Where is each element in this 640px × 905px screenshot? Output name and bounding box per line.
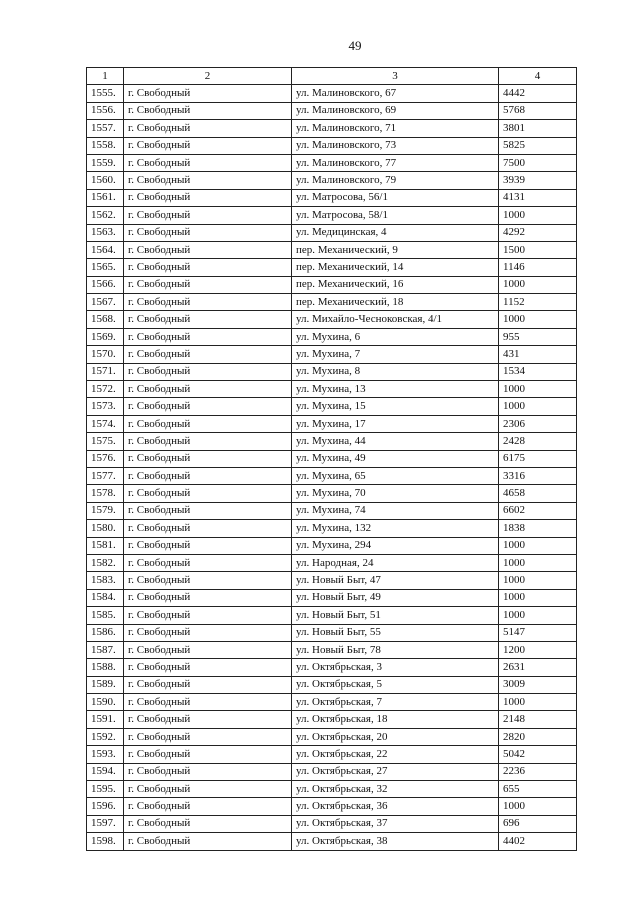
address-cell: пер. Механический, 18 xyxy=(292,294,499,311)
city-cell: г. Свободный xyxy=(124,485,292,502)
address-cell: ул. Мухина, 17 xyxy=(292,415,499,432)
table-row xyxy=(87,676,577,693)
value-cell: 1000 xyxy=(499,694,577,711)
value-cell: 4442 xyxy=(499,85,577,102)
city-cell: г. Свободный xyxy=(124,589,292,606)
row-number-cell: 1579. xyxy=(87,502,124,519)
table-row xyxy=(87,398,577,415)
city-cell: г. Свободный xyxy=(124,259,292,276)
city-cell: г. Свободный xyxy=(124,676,292,693)
row-number-cell: 1566. xyxy=(87,276,124,293)
table-row xyxy=(87,207,577,224)
city-cell: г. Свободный xyxy=(124,207,292,224)
value-cell: 1000 xyxy=(499,572,577,589)
address-cell: ул. Медицинская, 4 xyxy=(292,224,499,241)
address-cell: ул. Матросова, 56/1 xyxy=(292,189,499,206)
row-number-cell: 1569. xyxy=(87,328,124,345)
address-cell: ул. Малиновского, 79 xyxy=(292,172,499,189)
city-cell: г. Свободный xyxy=(124,520,292,537)
city-cell: г. Свободный xyxy=(124,189,292,206)
address-cell: пер. Механический, 14 xyxy=(292,259,499,276)
row-number-cell: 1595. xyxy=(87,781,124,798)
value-cell: 2236 xyxy=(499,763,577,780)
city-cell: г. Свободный xyxy=(124,224,292,241)
city-cell: г. Свободный xyxy=(124,137,292,154)
value-cell: 696 xyxy=(499,815,577,832)
table-row xyxy=(87,554,577,571)
value-cell: 4131 xyxy=(499,189,577,206)
table-row xyxy=(87,172,577,189)
value-cell: 431 xyxy=(499,346,577,363)
table-row xyxy=(87,641,577,658)
row-number-cell: 1580. xyxy=(87,520,124,537)
city-cell: г. Свободный xyxy=(124,363,292,380)
table-row xyxy=(87,102,577,119)
city-cell: г. Свободный xyxy=(124,102,292,119)
address-cell: ул. Малиновского, 77 xyxy=(292,154,499,171)
city-cell: г. Свободный xyxy=(124,241,292,258)
city-cell: г. Свободный xyxy=(124,172,292,189)
table-row xyxy=(87,624,577,641)
table-row xyxy=(87,276,577,293)
table-row xyxy=(87,589,577,606)
row-number-cell: 1559. xyxy=(87,154,124,171)
row-number-cell: 1556. xyxy=(87,102,124,119)
table-row xyxy=(87,346,577,363)
table-row xyxy=(87,154,577,171)
address-cell: ул. Мухина, 74 xyxy=(292,502,499,519)
address-cell: ул. Народная, 24 xyxy=(292,554,499,571)
row-number-cell: 1557. xyxy=(87,120,124,137)
city-cell: г. Свободный xyxy=(124,607,292,624)
address-cell: пер. Механический, 9 xyxy=(292,241,499,258)
value-cell: 5825 xyxy=(499,137,577,154)
address-cell: ул. Малиновского, 69 xyxy=(292,102,499,119)
row-number-cell: 1587. xyxy=(87,641,124,658)
city-cell: г. Свободный xyxy=(124,763,292,780)
value-cell: 5147 xyxy=(499,624,577,641)
value-cell: 4402 xyxy=(499,833,577,850)
row-number-cell: 1571. xyxy=(87,363,124,380)
table-row xyxy=(87,433,577,450)
value-cell: 6175 xyxy=(499,450,577,467)
row-number-cell: 1564. xyxy=(87,241,124,258)
address-cell: ул. Октябрьская, 7 xyxy=(292,694,499,711)
table-row xyxy=(87,572,577,589)
address-cell: ул. Октябрьская, 38 xyxy=(292,833,499,850)
column-header-3: 3 xyxy=(292,68,499,85)
city-cell: г. Свободный xyxy=(124,381,292,398)
value-cell: 6602 xyxy=(499,502,577,519)
row-number-cell: 1593. xyxy=(87,746,124,763)
value-cell: 7500 xyxy=(499,154,577,171)
value-cell: 2306 xyxy=(499,415,577,432)
value-cell: 1000 xyxy=(499,589,577,606)
address-cell: ул. Октябрьская, 3 xyxy=(292,659,499,676)
table-row xyxy=(87,763,577,780)
row-number-cell: 1590. xyxy=(87,694,124,711)
city-cell: г. Свободный xyxy=(124,798,292,815)
city-cell: г. Свободный xyxy=(124,467,292,484)
row-number-cell: 1575. xyxy=(87,433,124,450)
address-cell: ул. Мухина, 13 xyxy=(292,381,499,398)
table-row xyxy=(87,485,577,502)
table-row xyxy=(87,659,577,676)
row-number-cell: 1555. xyxy=(87,85,124,102)
address-cell: ул. Октябрьская, 27 xyxy=(292,763,499,780)
city-cell: г. Свободный xyxy=(124,294,292,311)
address-cell: ул. Мухина, 6 xyxy=(292,328,499,345)
row-number-cell: 1596. xyxy=(87,798,124,815)
value-cell: 1000 xyxy=(499,207,577,224)
table-row xyxy=(87,189,577,206)
city-cell: г. Свободный xyxy=(124,328,292,345)
value-cell: 3801 xyxy=(499,120,577,137)
city-cell: г. Свободный xyxy=(124,728,292,745)
table-row xyxy=(87,728,577,745)
table-row xyxy=(87,833,577,850)
value-cell: 1200 xyxy=(499,641,577,658)
row-number-cell: 1558. xyxy=(87,137,124,154)
address-cell: ул. Октябрьская, 5 xyxy=(292,676,499,693)
row-number-cell: 1560. xyxy=(87,172,124,189)
table-row xyxy=(87,259,577,276)
city-cell: г. Свободный xyxy=(124,120,292,137)
address-cell: ул. Мухина, 294 xyxy=(292,537,499,554)
value-cell: 2820 xyxy=(499,728,577,745)
value-cell: 3939 xyxy=(499,172,577,189)
value-cell: 2631 xyxy=(499,659,577,676)
value-cell: 955 xyxy=(499,328,577,345)
address-cell: ул. Октябрьская, 36 xyxy=(292,798,499,815)
row-number-cell: 1578. xyxy=(87,485,124,502)
address-table xyxy=(86,67,577,851)
row-number-cell: 1589. xyxy=(87,676,124,693)
city-cell: г. Свободный xyxy=(124,154,292,171)
value-cell: 2148 xyxy=(499,711,577,728)
city-cell: г. Свободный xyxy=(124,641,292,658)
table-row xyxy=(87,798,577,815)
row-number-cell: 1568. xyxy=(87,311,124,328)
table-header xyxy=(87,68,577,85)
table-row xyxy=(87,450,577,467)
row-number-cell: 1562. xyxy=(87,207,124,224)
city-cell: г. Свободный xyxy=(124,311,292,328)
address-cell: ул. Новый Быт, 51 xyxy=(292,607,499,624)
address-cell: ул. Октябрьская, 18 xyxy=(292,711,499,728)
value-cell: 5042 xyxy=(499,746,577,763)
address-cell: ул. Мухина, 70 xyxy=(292,485,499,502)
table-row xyxy=(87,502,577,519)
address-cell: ул. Октябрьская, 37 xyxy=(292,815,499,832)
row-number-cell: 1577. xyxy=(87,467,124,484)
column-header-4: 4 xyxy=(499,68,577,85)
table-row xyxy=(87,85,577,102)
address-cell: ул. Мухина, 15 xyxy=(292,398,499,415)
row-number-cell: 1584. xyxy=(87,589,124,606)
value-cell: 3009 xyxy=(499,676,577,693)
address-cell: ул. Октябрьская, 22 xyxy=(292,746,499,763)
address-cell: ул. Малиновского, 73 xyxy=(292,137,499,154)
table-row xyxy=(87,746,577,763)
row-number-cell: 1585. xyxy=(87,607,124,624)
value-cell: 1534 xyxy=(499,363,577,380)
value-cell: 1152 xyxy=(499,294,577,311)
value-cell: 1500 xyxy=(499,241,577,258)
city-cell: г. Свободный xyxy=(124,781,292,798)
table-row xyxy=(87,781,577,798)
table-row xyxy=(87,711,577,728)
table-row xyxy=(87,120,577,137)
table-row xyxy=(87,537,577,554)
value-cell: 4658 xyxy=(499,485,577,502)
row-number-cell: 1563. xyxy=(87,224,124,241)
row-number-cell: 1594. xyxy=(87,763,124,780)
value-cell: 3316 xyxy=(499,467,577,484)
address-cell: ул. Мухина, 7 xyxy=(292,346,499,363)
table-row xyxy=(87,607,577,624)
value-cell: 1000 xyxy=(499,554,577,571)
value-cell: 1000 xyxy=(499,276,577,293)
table-row xyxy=(87,467,577,484)
city-cell: г. Свободный xyxy=(124,85,292,102)
city-cell: г. Свободный xyxy=(124,624,292,641)
value-cell: 4292 xyxy=(499,224,577,241)
address-cell: ул. Октябрьская, 32 xyxy=(292,781,499,798)
row-number-cell: 1565. xyxy=(87,259,124,276)
city-cell: г. Свободный xyxy=(124,398,292,415)
value-cell: 1000 xyxy=(499,607,577,624)
value-cell: 1000 xyxy=(499,798,577,815)
row-number-cell: 1586. xyxy=(87,624,124,641)
row-number-cell: 1583. xyxy=(87,572,124,589)
row-number-cell: 1581. xyxy=(87,537,124,554)
address-cell: ул. Мухина, 65 xyxy=(292,467,499,484)
row-number-cell: 1576. xyxy=(87,450,124,467)
row-number-cell: 1573. xyxy=(87,398,124,415)
city-cell: г. Свободный xyxy=(124,276,292,293)
address-cell: ул. Малиновского, 67 xyxy=(292,85,499,102)
city-cell: г. Свободный xyxy=(124,346,292,363)
page-number: 49 xyxy=(348,38,362,53)
table-row xyxy=(87,694,577,711)
row-number-cell: 1574. xyxy=(87,415,124,432)
value-cell: 5768 xyxy=(499,102,577,119)
row-number-cell: 1588. xyxy=(87,659,124,676)
column-header-2: 2 xyxy=(124,68,292,85)
header-row xyxy=(87,68,577,85)
city-cell: г. Свободный xyxy=(124,554,292,571)
value-cell: 1838 xyxy=(499,520,577,537)
value-cell: 1000 xyxy=(499,311,577,328)
table-row xyxy=(87,311,577,328)
address-cell: ул. Октябрьская, 20 xyxy=(292,728,499,745)
address-cell: ул. Новый Быт, 49 xyxy=(292,589,499,606)
city-cell: г. Свободный xyxy=(124,746,292,763)
city-cell: г. Свободный xyxy=(124,659,292,676)
table-row xyxy=(87,241,577,258)
row-number-cell: 1597. xyxy=(87,815,124,832)
city-cell: г. Свободный xyxy=(124,502,292,519)
city-cell: г. Свободный xyxy=(124,572,292,589)
city-cell: г. Свободный xyxy=(124,450,292,467)
address-cell: ул. Матросова, 58/1 xyxy=(292,207,499,224)
address-cell: ул. Мухина, 132 xyxy=(292,520,499,537)
address-cell: ул. Новый Быт, 47 xyxy=(292,572,499,589)
address-cell: ул. Мухина, 49 xyxy=(292,450,499,467)
address-cell: ул. Малиновского, 71 xyxy=(292,120,499,137)
value-cell: 1000 xyxy=(499,381,577,398)
address-cell: ул. Мухина, 8 xyxy=(292,363,499,380)
address-cell: пер. Механический, 16 xyxy=(292,276,499,293)
city-cell: г. Свободный xyxy=(124,711,292,728)
row-number-cell: 1598. xyxy=(87,833,124,850)
table-row xyxy=(87,415,577,432)
table-row xyxy=(87,328,577,345)
address-cell: ул. Новый Быт, 78 xyxy=(292,641,499,658)
city-cell: г. Свободный xyxy=(124,415,292,432)
city-cell: г. Свободный xyxy=(124,833,292,850)
column-header-1: 1 xyxy=(87,68,124,85)
address-cell: ул. Михайло-Чесноковская, 4/1 xyxy=(292,311,499,328)
table-row xyxy=(87,381,577,398)
table-row xyxy=(87,294,577,311)
table-row xyxy=(87,224,577,241)
row-number-cell: 1572. xyxy=(87,381,124,398)
city-cell: г. Свободный xyxy=(124,433,292,450)
table-row xyxy=(87,137,577,154)
value-cell: 1000 xyxy=(499,398,577,415)
table-row xyxy=(87,363,577,380)
value-cell: 1146 xyxy=(499,259,577,276)
value-cell: 1000 xyxy=(499,537,577,554)
table-body xyxy=(87,85,577,850)
table-row xyxy=(87,815,577,832)
row-number-cell: 1592. xyxy=(87,728,124,745)
row-number-cell: 1591. xyxy=(87,711,124,728)
row-number-cell: 1561. xyxy=(87,189,124,206)
row-number-cell: 1570. xyxy=(87,346,124,363)
address-cell: ул. Мухина, 44 xyxy=(292,433,499,450)
value-cell: 655 xyxy=(499,781,577,798)
table-row xyxy=(87,520,577,537)
city-cell: г. Свободный xyxy=(124,815,292,832)
address-cell: ул. Новый Быт, 55 xyxy=(292,624,499,641)
row-number-cell: 1582. xyxy=(87,554,124,571)
row-number-cell: 1567. xyxy=(87,294,124,311)
city-cell: г. Свободный xyxy=(124,694,292,711)
city-cell: г. Свободный xyxy=(124,537,292,554)
value-cell: 2428 xyxy=(499,433,577,450)
